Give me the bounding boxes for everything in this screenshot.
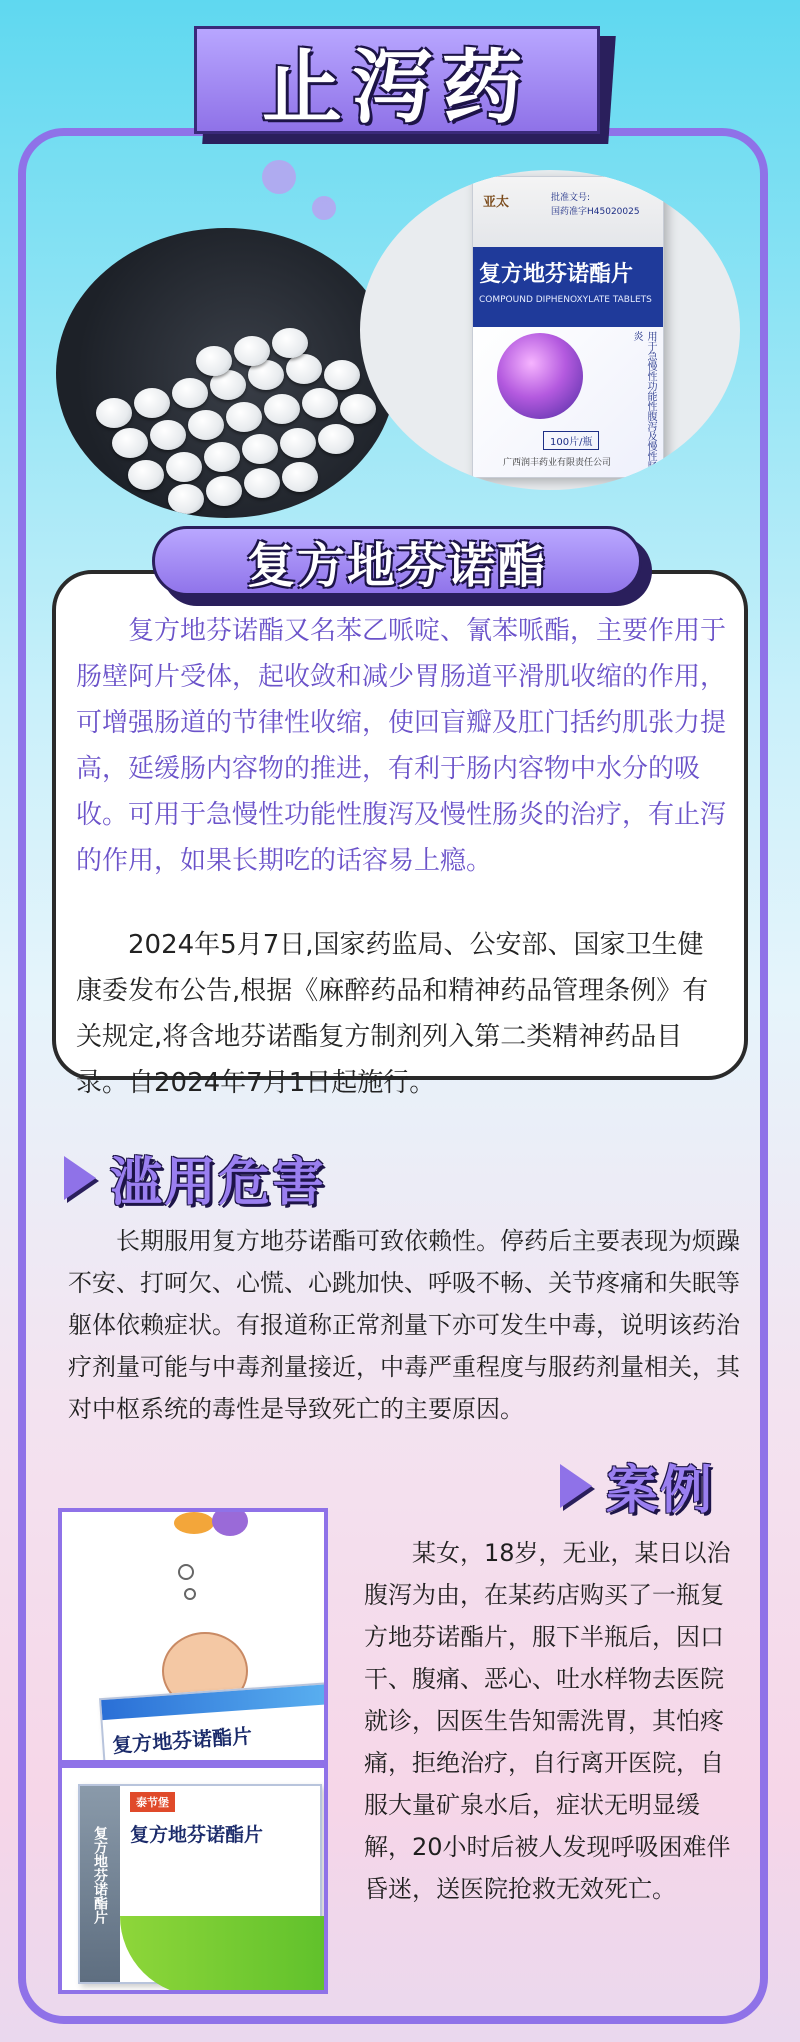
pills-photo [56, 228, 396, 518]
mini-medicine-box-top: 复方地芬诺酯片 [99, 1682, 328, 1764]
decor-bubble-small [312, 196, 336, 220]
harm-section-text: 长期服用复方地芬诺酯可致依赖性。停药后主要表现为烦躁不安、打呵欠、心慌、心跳加快、呼吸不畅、关节疼痛和失眠等躯体依赖症状。有报道称正常剂量下亦可发生中毒，说明该药治疗剂量可能与中毒剂量接近，中毒严重程度与服药剂量相关，其对中枢系统的毒性是导致死亡的主要原因。 [68, 1227, 740, 1423]
box-approval: 批准文号: 国药准字H45020025 [551, 193, 640, 217]
drug-title: 复方地芬诺酯 [246, 537, 547, 594]
box-maker: 广西润丰药业有限责任公司 [503, 458, 612, 468]
medicine-box-image [58, 1764, 328, 1994]
box-count: 100片/瓶 [543, 431, 599, 450]
green-curve-graphic [120, 1916, 328, 1994]
drug-description-paragraph-1: 复方地芬诺酯又名苯乙哌啶、氰苯哌酯，主要作用于肠壁阿片受体，起收敛和减少胃肠道平滑肌收缩的作用，可增强肠道的节律性收缩，使回盲瓣及肛门括约肌张力提高，延缓肠内容物的推进，有利于肠内容物中水分的吸收。可用于急慢性功能性腹泻及慢性肠炎的治疗，有止泻的作用，如果长期吃的话容易上瘾。 [76, 616, 727, 876]
drug-title-pill [152, 526, 642, 596]
page-title: 止泻药 [262, 40, 532, 134]
harm-section-heading [64, 1140, 326, 1215]
decor-bubble-large [262, 160, 296, 194]
medicine-box-photo [360, 170, 740, 490]
cartoon-box-image [58, 1508, 328, 1764]
hexagon-orb-graphic [497, 333, 583, 419]
triangle-bullet-icon [64, 1156, 96, 1200]
drug-description-paragraph-2: 2024年5月7日,国家药监局、公安部、国家卫生健康委发布公告,根据《麻醉药品和精神药品管理条例》有关规定,将含地芬诺酯复方制剂列入第二类精神药品目录。自2024年7月1日起施行。 [76, 930, 709, 1098]
title-banner [194, 26, 600, 134]
box-indication: 用于急慢性功能性腹泻及慢性肠炎 [631, 331, 656, 471]
case-section-text: 某女，18岁，无业，某日以治腹泻为由，在某药店购买了一瓶复方地芬诺酯片，服下半瓶后，因口干、腹痛、恶心、吐水样物去医院就诊，因医生告知需洗胃，其怕疼痛，拒绝治疗，自行离开医院，自服大量矿泉水后，症状无明显缓解，20小时后被人发现呼吸困难伴昏迷，送医院抢救无效死亡。 [364, 1539, 731, 1903]
box-brand: 亚太 [483, 195, 510, 210]
triangle-bullet-icon [560, 1464, 592, 1508]
harm-section-title: 滥用危害 [110, 1153, 327, 1213]
drug-description-box [52, 570, 748, 1098]
mini-medicine-box-bottom: 复方地芬诺酯片 泰节堡 复方地芬诺酯片 [78, 1784, 322, 1984]
box-drug-name-en: COMPOUND DIPHENOXYLATE TABLETS [479, 295, 652, 305]
medicine-box [472, 176, 664, 478]
box-drug-name: 复方地芬诺酯片 [479, 262, 634, 287]
case-section-heading [560, 1448, 714, 1523]
case-section-title: 案例 [606, 1461, 715, 1521]
